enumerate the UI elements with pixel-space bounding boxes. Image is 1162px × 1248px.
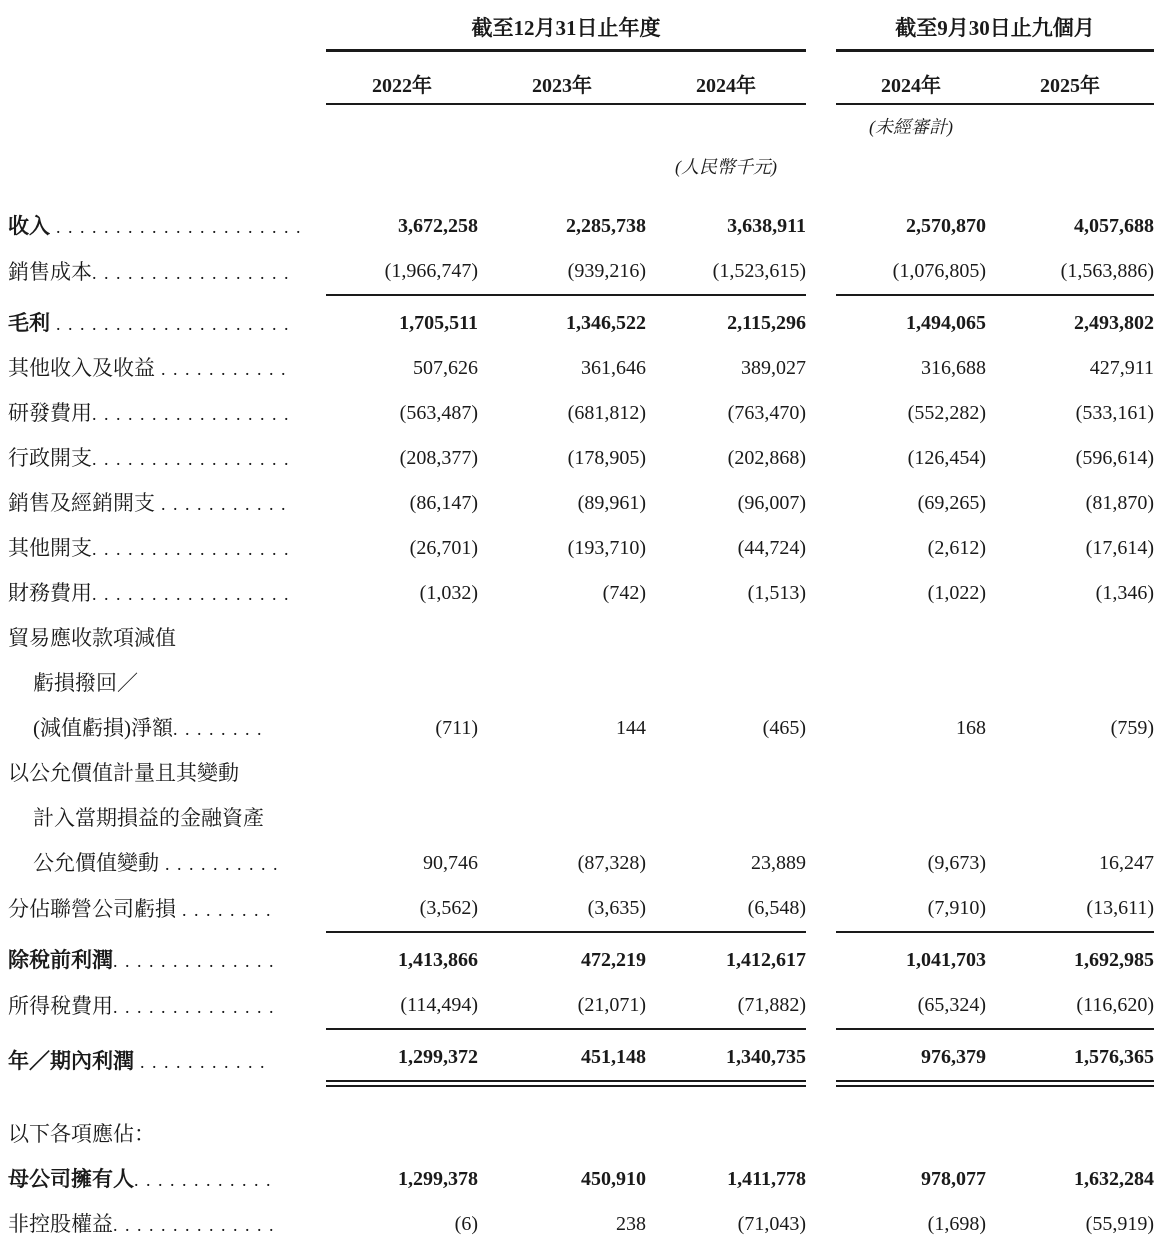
value-cell: 472,219 — [581, 949, 646, 971]
dot-leader: . . . . . . . . . . . . . . . . . — [92, 584, 290, 604]
value-cell: 1,411,778 — [727, 1168, 806, 1190]
row-label-line — [8, 436, 326, 481]
column-gap — [806, 932, 836, 983]
row-label-line — [8, 250, 326, 295]
value-cell: 1,413,866 — [398, 949, 478, 971]
income-statement-table — [8, 6, 1154, 1247]
value-cell: 1,494,065 — [906, 312, 986, 334]
currency-note-row — [8, 139, 1154, 179]
row-label-text: (減值虧損)淨額 — [33, 716, 173, 740]
value-cell: (2,612) — [927, 537, 986, 559]
currency-note: (人民幣千元) — [675, 157, 777, 177]
column-gap — [806, 983, 836, 1029]
row-label — [8, 249, 326, 295]
nine-month-period-header: 截至9月30日止九個月 — [836, 6, 1154, 51]
dot-leader: . . . . . . . . . . — [159, 854, 279, 874]
row-label-text: 毛利 — [8, 312, 50, 335]
row-label-text: 分佔聯營公司虧損 — [8, 897, 176, 921]
row-label — [8, 391, 326, 436]
row-label — [8, 571, 326, 616]
income-statement-rows — [8, 179, 1154, 1247]
year-header-2022: 2022年 — [326, 51, 478, 105]
dot-leader: . . . . . . . . — [176, 900, 272, 920]
value-cell: (126,454) — [907, 447, 986, 469]
table-row — [8, 886, 1154, 932]
value-cell: 316,688 — [921, 357, 986, 379]
year-header-row — [8, 51, 1154, 105]
value-cell: (9,673) — [927, 852, 986, 874]
row-label-text: 以下各項應佔： — [8, 1122, 155, 1146]
row-label-text: 年／期內利潤 — [8, 1049, 134, 1073]
row-label-text: 銷售及經銷開支 — [8, 491, 155, 515]
value-cell: (71,882) — [646, 983, 806, 1029]
empty-cell — [8, 6, 326, 51]
value-cell: (71,043) — [737, 1213, 806, 1235]
row-label — [8, 179, 326, 249]
year-header-2024-nine-month: 2024年 — [836, 51, 986, 105]
unaudited-note-row — [8, 104, 1154, 139]
value-cell: (763,470) — [727, 402, 806, 424]
dot-leader: . . . . . . . . . . . . . . . . . . . . . — [50, 217, 302, 237]
row-label-line — [8, 204, 326, 249]
value-cell: 3,672,258 — [398, 215, 478, 237]
row-label — [8, 295, 326, 346]
value-cell: 427,911 — [1089, 357, 1154, 379]
value-cell: (3,635) — [478, 886, 646, 932]
empty-cell — [986, 104, 1154, 139]
row-label-line — [8, 481, 326, 526]
column-gap — [806, 1029, 836, 1084]
table-row — [8, 1202, 1154, 1247]
row-label-line — [8, 301, 326, 346]
value-cell: (465) — [762, 717, 806, 739]
row-label-line — [8, 706, 326, 751]
value-cell: (533,161) — [1075, 402, 1154, 424]
column-gap — [806, 249, 836, 295]
value-cell: (6) — [454, 1213, 478, 1235]
value-cell: (86,147) — [409, 492, 478, 514]
value-cell: (711) — [435, 717, 478, 739]
column-gap — [806, 104, 836, 139]
dot-leader: . . . . . . . . — [173, 719, 263, 739]
row-label-text: 母公司擁有人 — [8, 1168, 134, 1191]
table-row — [8, 249, 1154, 295]
value-cell: 168 — [956, 717, 986, 739]
row-label-text: 銷售成本 — [8, 260, 92, 284]
column-gap — [806, 6, 836, 51]
dot-leader: . . . . . . . . . . . — [155, 359, 287, 379]
value-cell: 16,247 — [1099, 852, 1154, 874]
row-label — [8, 481, 326, 526]
column-gap — [806, 139, 836, 179]
row-label-line — [8, 984, 326, 1029]
value-cell: (13,611) — [986, 886, 1154, 932]
value-cell: 3,638,911 — [727, 215, 806, 237]
value-cell: 1,412,617 — [726, 949, 806, 971]
value-cell: (17,614) — [1085, 537, 1154, 559]
table-row — [8, 179, 1154, 249]
value-cell: 2,493,802 — [1074, 312, 1154, 334]
dot-leader: . . . . . . . . . . . . . . — [113, 1215, 275, 1235]
value-cell: (3,562) — [326, 886, 478, 932]
column-gap — [806, 295, 836, 346]
value-cell: (1,966,747) — [326, 249, 478, 295]
column-gap — [806, 1157, 836, 1202]
row-label-line — [8, 841, 326, 886]
column-gap — [806, 51, 836, 105]
empty-cell — [646, 104, 806, 139]
column-gap — [806, 346, 836, 391]
row-label-text: 其他開支 — [8, 536, 92, 560]
dot-leader: . . . . . . . . . . . . . . — [113, 997, 275, 1017]
year-header-2024: 2024年 — [646, 51, 806, 105]
column-gap — [806, 751, 836, 886]
row-label-text: 行政開支 — [8, 446, 92, 470]
value-cell: (7,910) — [836, 886, 986, 932]
value-cell: 1,340,735 — [646, 1029, 806, 1084]
value-cell: 1,299,372 — [326, 1029, 478, 1084]
value-cell: (208,377) — [399, 447, 478, 469]
table-row — [8, 526, 1154, 571]
row-label-line — [8, 938, 326, 983]
value-cell: 1,576,365 — [986, 1029, 1154, 1084]
column-gap — [806, 391, 836, 436]
row-label — [8, 1084, 1154, 1158]
row-label-line — [8, 1112, 1154, 1157]
period-group-header-row — [8, 6, 1154, 51]
table-row — [8, 436, 1154, 481]
dot-leader: . . . . . . . . . . . . . . . . . — [92, 539, 290, 559]
empty-cell — [836, 139, 986, 179]
column-gap — [806, 436, 836, 481]
dot-leader: . . . . . . . . . . . — [155, 494, 287, 514]
value-cell: (44,724) — [737, 537, 806, 559]
row-label-line — [8, 571, 326, 616]
value-cell: 1,346,522 — [566, 312, 646, 334]
value-cell: (1,076,805) — [836, 249, 986, 295]
dot-leader: . . . . . . . . . . . . . . . . . — [92, 263, 290, 283]
value-cell: (193,710) — [567, 537, 646, 559]
value-cell: (55,919) — [1085, 1213, 1154, 1235]
row-label-line — [8, 526, 326, 571]
row-label-text: 財務費用 — [8, 581, 92, 605]
empty-cell — [326, 139, 478, 179]
table-row — [8, 751, 1154, 886]
table-row — [8, 481, 1154, 526]
dot-leader: . . . . . . . . . . . . . . . . . — [92, 404, 290, 424]
value-cell: 1,041,703 — [906, 949, 986, 971]
value-cell: (681,812) — [567, 402, 646, 424]
row-label — [8, 436, 326, 481]
row-label-line — [8, 346, 326, 391]
empty-cell — [326, 104, 478, 139]
value-cell: (81,870) — [1085, 492, 1154, 514]
row-label — [8, 932, 326, 983]
value-cell: 1,692,985 — [1074, 949, 1154, 971]
table-row — [8, 295, 1154, 346]
row-label-text: 計入當期損益的金融資產 — [33, 806, 264, 830]
value-cell: 1,705,511 — [399, 312, 478, 334]
row-label — [8, 1157, 326, 1202]
value-cell: (116,620) — [986, 983, 1154, 1029]
value-cell: 1,299,378 — [398, 1168, 478, 1190]
column-gap — [806, 1202, 836, 1247]
value-cell: (96,007) — [737, 492, 806, 514]
row-label-line — [8, 391, 326, 436]
column-gap — [806, 481, 836, 526]
dot-leader: . . . . . . . . . . . . . . — [113, 951, 275, 971]
value-cell: (552,282) — [907, 402, 986, 424]
column-gap — [806, 526, 836, 571]
table-row — [8, 391, 1154, 436]
empty-cell — [986, 139, 1154, 179]
value-cell: (6,548) — [646, 886, 806, 932]
value-cell: 450,910 — [581, 1168, 646, 1190]
column-gap — [806, 616, 836, 751]
row-label-line — [8, 661, 326, 706]
value-cell: (21,071) — [478, 983, 646, 1029]
table-row — [8, 932, 1154, 983]
value-cell: (89,961) — [577, 492, 646, 514]
row-label — [8, 616, 326, 751]
value-cell: (1,698) — [927, 1213, 986, 1235]
value-cell: (939,216) — [478, 249, 646, 295]
year-header-2023: 2023年 — [478, 51, 646, 105]
value-cell: 90,746 — [423, 852, 478, 874]
value-cell: (114,494) — [326, 983, 478, 1029]
row-label-text: 收入 — [8, 215, 50, 238]
row-label-text: 非控股權益 — [8, 1212, 113, 1236]
value-cell: 1,632,284 — [1074, 1168, 1154, 1190]
row-label-line — [8, 887, 326, 932]
empty-cell — [8, 51, 326, 105]
year-header-2025: 2025年 — [986, 51, 1154, 105]
row-label — [8, 886, 326, 932]
value-cell: (202,868) — [727, 447, 806, 469]
value-cell: (65,324) — [836, 983, 986, 1029]
value-cell: (1,523,615) — [646, 249, 806, 295]
row-label-text: 虧損撥回／ — [33, 671, 138, 695]
value-cell: 507,626 — [413, 357, 478, 379]
value-cell: (87,328) — [577, 852, 646, 874]
value-cell: (742) — [602, 582, 646, 604]
row-label-text: 所得稅費用 — [8, 994, 113, 1018]
row-label-text: 以公允價值計量且其變動 — [8, 761, 239, 785]
row-label-line — [8, 796, 326, 841]
row-label — [8, 751, 326, 886]
value-cell: 238 — [616, 1213, 646, 1235]
value-cell: 976,379 — [836, 1029, 986, 1084]
value-cell: 451,148 — [478, 1029, 646, 1084]
dot-leader: . . . . . . . . . . . . . . . . . — [92, 449, 290, 469]
row-label — [8, 346, 326, 391]
table-row — [8, 983, 1154, 1029]
value-cell: (759) — [1110, 717, 1154, 739]
row-label-line — [8, 1039, 326, 1084]
value-cell: (26,701) — [409, 537, 478, 559]
value-cell: (1,032) — [419, 582, 478, 604]
value-cell: 978,077 — [921, 1168, 986, 1190]
row-label-text: 貿易應收款項減值 — [8, 626, 176, 650]
value-cell: 4,057,688 — [1074, 215, 1154, 237]
table-row — [8, 346, 1154, 391]
row-label-text: 其他收入及收益 — [8, 356, 155, 380]
empty-cell — [478, 139, 646, 179]
value-cell: (69,265) — [917, 492, 986, 514]
value-cell: (1,513) — [747, 582, 806, 604]
value-cell: (1,346) — [1095, 582, 1154, 604]
empty-cell — [8, 104, 326, 139]
row-label-line — [8, 751, 326, 796]
table-row — [8, 1029, 1154, 1084]
empty-cell — [8, 139, 326, 179]
row-label — [8, 1029, 326, 1084]
empty-cell — [478, 104, 646, 139]
value-cell: 2,115,296 — [727, 312, 806, 334]
dot-leader: . . . . . . . . . . . . — [134, 1170, 272, 1190]
unaudited-note: (未經審計) — [869, 117, 953, 137]
column-gap — [806, 886, 836, 932]
dot-leader: . . . . . . . . . . . . . . . . . . . . — [50, 314, 290, 334]
value-cell: 2,285,738 — [566, 215, 646, 237]
row-label-text: 研發費用 — [8, 401, 92, 425]
row-label-line — [8, 616, 326, 661]
value-cell: 389,027 — [741, 357, 806, 379]
column-gap — [806, 571, 836, 616]
value-cell: (563,487) — [399, 402, 478, 424]
value-cell: (1,022) — [927, 582, 986, 604]
value-cell: (596,614) — [1075, 447, 1154, 469]
value-cell: 2,570,870 — [906, 215, 986, 237]
value-cell: (178,905) — [567, 447, 646, 469]
value-cell: (1,563,886) — [986, 249, 1154, 295]
row-label-line — [8, 1202, 326, 1247]
row-label — [8, 983, 326, 1029]
dot-leader: . . . . . . . . . . . — [134, 1051, 266, 1072]
section-heading-row — [8, 1084, 1154, 1158]
value-cell: 23,889 — [751, 852, 806, 874]
row-label-text: 除稅前利潤 — [8, 949, 113, 972]
table-row — [8, 571, 1154, 616]
value-cell: 144 — [616, 717, 646, 739]
table-row — [8, 1157, 1154, 1202]
annual-period-header: 截至12月31日止年度 — [326, 6, 806, 51]
row-label — [8, 1202, 326, 1247]
value-cell: 361,646 — [581, 357, 646, 379]
row-label-line — [8, 1157, 326, 1202]
row-label-text: 公允價值變動 — [33, 851, 159, 875]
row-label — [8, 526, 326, 571]
column-gap — [806, 179, 836, 249]
table-row — [8, 616, 1154, 751]
